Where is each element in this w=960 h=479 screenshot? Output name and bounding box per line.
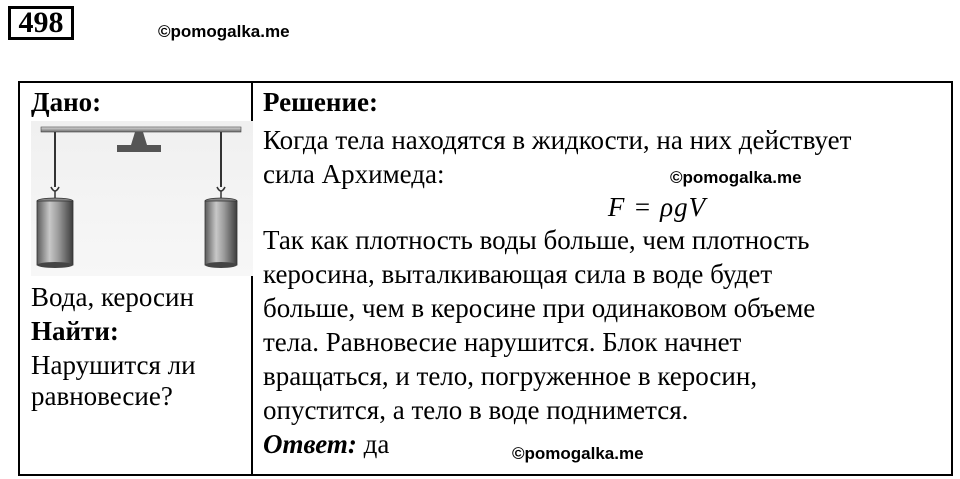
find-text (31, 350, 251, 412)
solution-line: больше, чем в керосине при одинаковом объеме (263, 293, 816, 323)
given-column (19, 82, 252, 475)
given-text: Вода, керосин (31, 282, 194, 312)
solution-column (252, 82, 952, 475)
answer-label: Ответ: (263, 429, 357, 459)
problem-number: 498 (8, 6, 74, 40)
given-header: Дано: (31, 87, 102, 117)
solution-line: керосина, выталкивающая сила в воде будет (263, 259, 773, 289)
solution-line: вращаться, и тело, погруженное в керосин, (263, 361, 758, 391)
answer-value: да (363, 429, 390, 459)
find-line: равновесие? (31, 381, 173, 411)
find-header: Найти: (31, 316, 119, 346)
solution-line: тела. Равновесие нарушится. Блок начнет (263, 327, 742, 357)
solution-header: Решение: (263, 87, 378, 117)
solution-line: Так как плотность воды больше, чем плотность (263, 225, 810, 255)
archimedes-formula: F = ρgV (607, 192, 707, 222)
watermark-bottom: ©pomogalka.me (512, 444, 644, 463)
solution-table (18, 81, 953, 476)
balance-beam-with-two-hanging-cylinders-icon (31, 121, 253, 276)
solution-text-before-formula (263, 123, 951, 191)
solution-line: Когда тела находятся в жидкости, на них действует (263, 125, 852, 155)
find-line: Нарушится ли (31, 350, 196, 380)
solution-line: сила Архимеда: (263, 159, 445, 189)
solution-line: опустится, а тело в воде поднимется. (263, 395, 689, 425)
watermark-top: ©pomogalka.me (158, 22, 290, 41)
watermark-middle: ©pomogalka.me (670, 168, 802, 187)
solution-text-after-formula (263, 223, 951, 427)
